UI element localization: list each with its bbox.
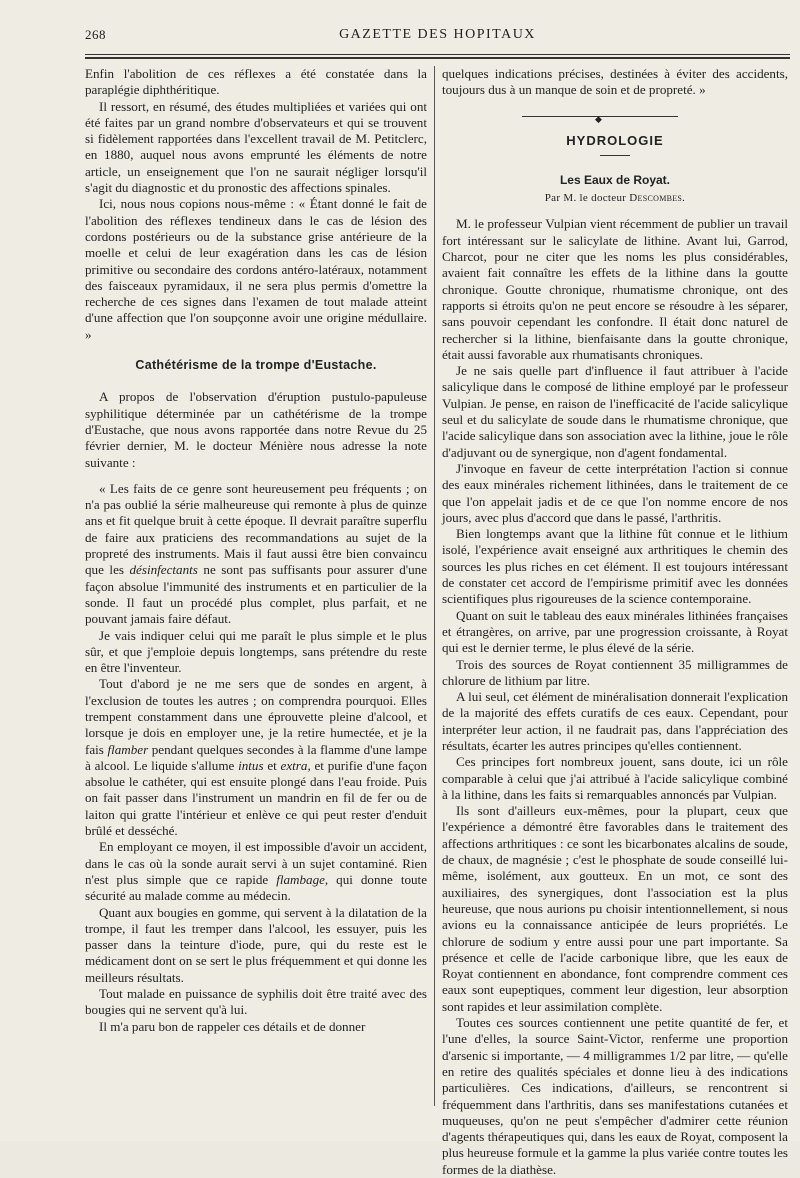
paragraph: Je vais indiquer celui qui me paraît le plus simple et le plus sûr, et que j'emploie depuis longtemps, sans prétendre du reste en être l'inventeur.	[85, 627, 427, 676]
section-heading: HYDROLOGIE	[566, 132, 664, 148]
paragraph: Ces principes fort nombreux jouent, sans doute, ici un rôle comparable à celui que j'ai attribué à l'acide salicylique combiné à la lithine, dans les faits si remarquables annoncés par Vulpian.	[442, 754, 788, 802]
diamond-icon: ◆	[595, 113, 602, 124]
section-title: Cathétérisme de la trompe d'Eustache.	[135, 358, 377, 373]
paragraph: Toutes ces sources contiennent une petite quantité de fer, et l'une d'elles, la source Saint-Victor, renferme une proportion d'arsenic si importante, — 4 milligrammes 1/2 par litre, — qu'elle en retire des qualités spéciales et donne lieu à des indications particulières. Ces indications, d'ailleurs, se rencontrent si fréquemment dans l'arthritis, dans ses manifestations cutanées et muqueuses, qu'on ne peut s'empêcher d'admirer cette réunion d'agents thérapeutiques qui, dans les eaux de Royat, composent la plus heureuse formule et la gamme la plus variée contre toutes les formes de la diathèse.	[442, 1015, 788, 1177]
paragraph: Bien longtemps avant que la lithine fût connue et le lithium isolé, l'expérience avait enseigné aux arthritiques le chemin des sources les plus riches en cet élément. Il est toujours intéressant de constater cet accord de l'empirisme primitif avec les données scientifiques plus rigoureuses de la science contemporaine.	[442, 526, 788, 607]
paragraph: J'invoque en faveur de cette interprétation l'action si connue des eaux minérales richement lithinées, dans le traitement de ce que l'on appelait jadis et de ce que l'on nomme encore de nos jours, avec plus d'accord que dans le passé, l'arthritis.	[442, 460, 788, 525]
paragraph: A lui seul, cet élément de minéralisation donnerait l'explication de la majorité des effets curatifs de ces eaux. Cependant, pour interpréter leur action, il ne faudrait pas, dans l'appréciation des résultats, écarter les autres principes qu'elles contiennent.	[442, 689, 788, 753]
paragraph: Il ressort, en résumé, des études multipliées et variées qui ont été faites par un grand nombre d'observateurs et qui se trouvent si fidèlement rapportées dans l'excellent travail de M. Petitclerc, en 1880, auquel nous avons emprunté les éléments de notre article, un enseignement que l'on ne saurait négliger lorsqu'il s'agit du diagnostic et du pronostic des affections spinales.	[85, 98, 427, 196]
paragraph: Trois des sources de Royat contiennent 35 milligrammes de chlorure de lithium par litre.	[442, 656, 788, 688]
paragraph: Ici, nous nous copions nous-même : « Étant donné le fait de l'abolition des réflexes tendineux dans le cas de lésion des cordons postérieurs ou de la substance grise antérieure de la moelle et celui de leur exagération dans les cas de lésion primitive ou secondaire des cordons antéro-latéraux, notamment des faisceaux pyramidaux, il ne sera plus permis d'omettre la recherche de ces signes dans l'examen de tout malade atteint d'une affection que l'on soupçonne avoir une origine médullaire. »	[85, 196, 427, 342]
short-rule	[600, 155, 630, 156]
byline: Par M. le docteur Descombes.	[544, 192, 686, 205]
paragraph: En employant ce moyen, il est impossible d'avoir un accident, dans le cas où la sonde aurait servi à un sujet contaminé. Rien n'est plus simple que ce rapide flambage, qui donne toute sécurité au malade comme au médecin.	[85, 839, 428, 904]
page-header	[85, 27, 790, 51]
header-rule-thick	[85, 57, 790, 59]
page-number: 268	[85, 27, 106, 42]
paragraph: A propos de l'observation d'éruption pustulo-papuleuse syphilitique déterminée par un cathétérisme de la trompe d'Eustache, que nous avons rapportée dans notre Revue du 25 février dernier, M. le docteur Ménière nous adresse la note suivante :	[85, 389, 427, 470]
paragraph: Tout malade en puissance de syphilis doit être traité avec des bougies qui ne servent qu'à lui.	[85, 986, 427, 1018]
paragraph: Tout d'abord je ne me sers que de sondes en argent, à l'exclusion de toutes les autres ; on comprendra pourquoi. Elles trempent constamment dans une éprouvette pleine d'alcool, et lorsque je dois en employer une, je la retire humectée, et je la fais flamber pendant quelques secondes à la flamme d'une lampe à alcool. Le liquide s'allume intus et extra, et purifie d'une façon absolue le cathéter, qui est ensuite plongé dans l'eau froide. Puis on fait passer dans l'instrument un mandrin en fil de fer ou de laiton qui gratte l'intérieur et enlève ce qui peut rester d'enduit brûlé et desséché.	[85, 676, 427, 839]
paragraph: Je ne sais quelle part d'influence il faut attribuer à l'acide salicylique dans le composé de lithine employé par le professeur Vulpian. Je pense, en raison de l'inefficacité de l'acide salicylique seul et du salicylate de soude dans le rhumatisme chronique, que l'acide salicylique dans son association avec la lithine, joue le rôle d'adjuvant ou de synergique, non d'agent fondamental.	[442, 363, 788, 460]
paragraph: quelques indications précises, destinées à éviter des accidents, toujours dus à un manque de soin et de propreté. »	[442, 66, 788, 98]
paragraph: « Les faits de ce genre sont heureusement peu fréquents ; on n'a pas oublié la série malheureuse qui remonte à plus de quinze ans et fit quelque bruit à cette époque. Il devrait paraître superflu de faire aux praticiens des recommandations au sujet de la propreté des instruments. Mais il faut aussi être bien convaincu que les désinfectants ne sont pas suffisants pour assurer d'une façon absolue l'immunité des instruments et en particulier de la sonde. Il faut un procédé plus complet, plus parfait, et ne pouvant jamais faire défaut.	[85, 480, 428, 627]
paragraph: Ils sont d'ailleurs eux-mêmes, pour la plupart, ceux que l'expérience a démontré être favorables dans le traitement des affections arthritiques : ce sont les bicarbonates alcalins de soude, de chaux, de magnésie ; c'est le phosphate de soude conseillé lui-même, isolément, aux goutteux. En un mot, ce sont des auxiliaires, des synergiques, dont l'association est la plus heureuse, que nous aurions pu choisir intentionnellement, si nous avions eu la connaissance anticipée de leurs propriétés. Le chlorure de sodium y entre aussi pour une part importante. Sa présence et celle de l'acide carbonique libre, que les eaux de Royat contiennent en abondance, font comprendre comment ces eaux sont eupeptiques, comment leur digestion, leur absorption sont rapides et leur assimilation complète.	[442, 803, 788, 1014]
paragraph: Il m'a paru bon de rappeler ces détails et de donner	[99, 1018, 366, 1034]
paragraph: Quant on suit le tableau des eaux minérales lithinées françaises et étrangères, on arrive, par une progression croissante, à Royat qui est le dernier terme, le plus élevé de la série.	[442, 607, 788, 656]
paragraph: Enfin l'abolition de ces réflexes a été constatée dans la paraplégie diphthéritique.	[85, 66, 427, 98]
header-rule-thin	[85, 54, 790, 55]
journal-title: GAZETTE DES HOPITAUX	[339, 27, 536, 42]
paragraph: Quant aux bougies en gomme, qui servent à la dilatation de la trompe, il faut les tremper dans l'alcool, les essuyer, puis les passer dans la teinture d'iode, pure, qui du reste est le médicament dont on se sert le plus fréquemment et qui donne les meilleurs résultats.	[85, 904, 427, 985]
paragraph: M. le professeur Vulpian vient récemment de publier un travail fort intéressant sur le salicylate de lithine. Avant lui, Garrod, Charcot, pour ne citer que les noms les plus considérables, avaient fait connaître les effets de la lithine dans la goutte chronique. Goutte chronique, rhumatisme chronique, ont des rapports si étroits qu'on ne peut encore se résoudre à les séparer, sans pouvoir cependant les confondre. Il était donc naturel de rechercher si la lithine, bienfaisante dans la goutte chronique, était aussi favorable aux rhumatisants chroniques.	[442, 216, 788, 362]
column-divider	[434, 66, 435, 1106]
right-column	[442, 66, 788, 1178]
article-title: Les Eaux de Royat.	[559, 172, 671, 187]
left-column	[85, 66, 427, 1035]
ornament-divider	[442, 109, 788, 123]
